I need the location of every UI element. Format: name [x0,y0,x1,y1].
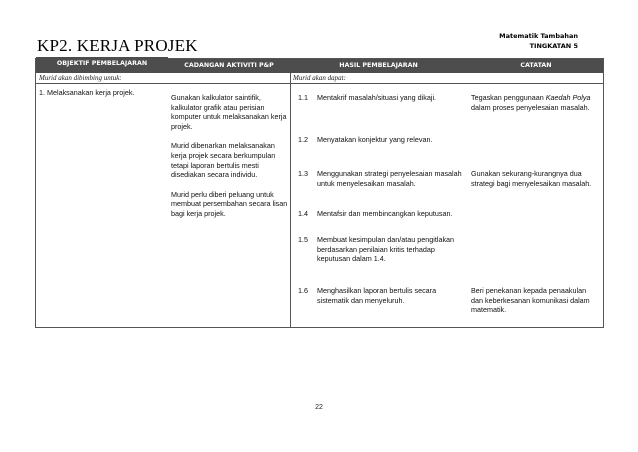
activity-3: Murid perlu diberi peluang untuk membuat persembahan secara lisan bagi kerja projek. [171,189,288,218]
sub-left: Murid akan dibimbing untuk: [39,74,122,82]
note-komunikasi: Beri penekanan kepada penaakulan dan keberkesanan komunikasi dalam matematik. [471,286,590,315]
header-objektif: OBJEKTIF PEMBELAJARAN [36,57,168,71]
divider-2 [290,73,291,327]
outcome-1: 1.1 Mentakrif masalah/situasi yang dikaji. [298,93,437,102]
outcome-5: 1.5 Membuat kesimpulan dan/atau pengitlakan berdasarkan penilaian kritis terhadap keputusan dalam 1.4. [298,235,455,264]
outcome-2: 1.2 Menyatakan konjektur yang relevan. [298,135,433,144]
subject-label: Matematik Tambahan [499,32,578,40]
sub-right: Murid akan dapat: [293,74,346,82]
outcome-6: 1.6 Menghasilkan laporan bertulis secara sistematik dan menyeluruh. [298,286,437,305]
activity-2: Murid dibenarkan melaksanakan kerja projek secara berkumpulan tetapi laporan bertulis mesti disediakan secara individu. [171,141,276,180]
outcome-3: 1.3 Menggunakan strategi penyelesaian masalah untuk menyelesaikan masalah. [298,169,462,188]
note-strategi: Gunakan sekurang-kurangnya dua strategi bagi menyelesaikan masalah. [471,169,592,188]
header-hasil: HASIL PEMBELAJARAN [339,62,418,69]
outcome-4: 1.4 Mentafsir dan membincangkan keputusan. [298,209,453,218]
project-table [35,58,604,328]
activity-1: Gunakan kalkulator saintifik, kalkulator grafik atau perisian komputer untuk melaksanakan kerja projek. [171,93,287,131]
header-aktiviti: CADANGAN AKTIVITI P&P [184,62,274,69]
table-subheader-row [36,73,603,84]
header-catatan: CATATAN [520,62,552,69]
objective-cell: 1. Melaksanakan kerja projek. [39,88,135,97]
note-polya: Tegaskan penggunaan Kaedah Polya dalam proses penyelesaian masalah. [471,93,591,112]
activities-cell [171,93,288,229]
page-title: KP2. KERJA PROJEK [37,36,198,55]
level-label: TINGKATAN 5 [529,42,578,50]
running-header [499,31,578,51]
page-number: 22 [315,404,323,411]
